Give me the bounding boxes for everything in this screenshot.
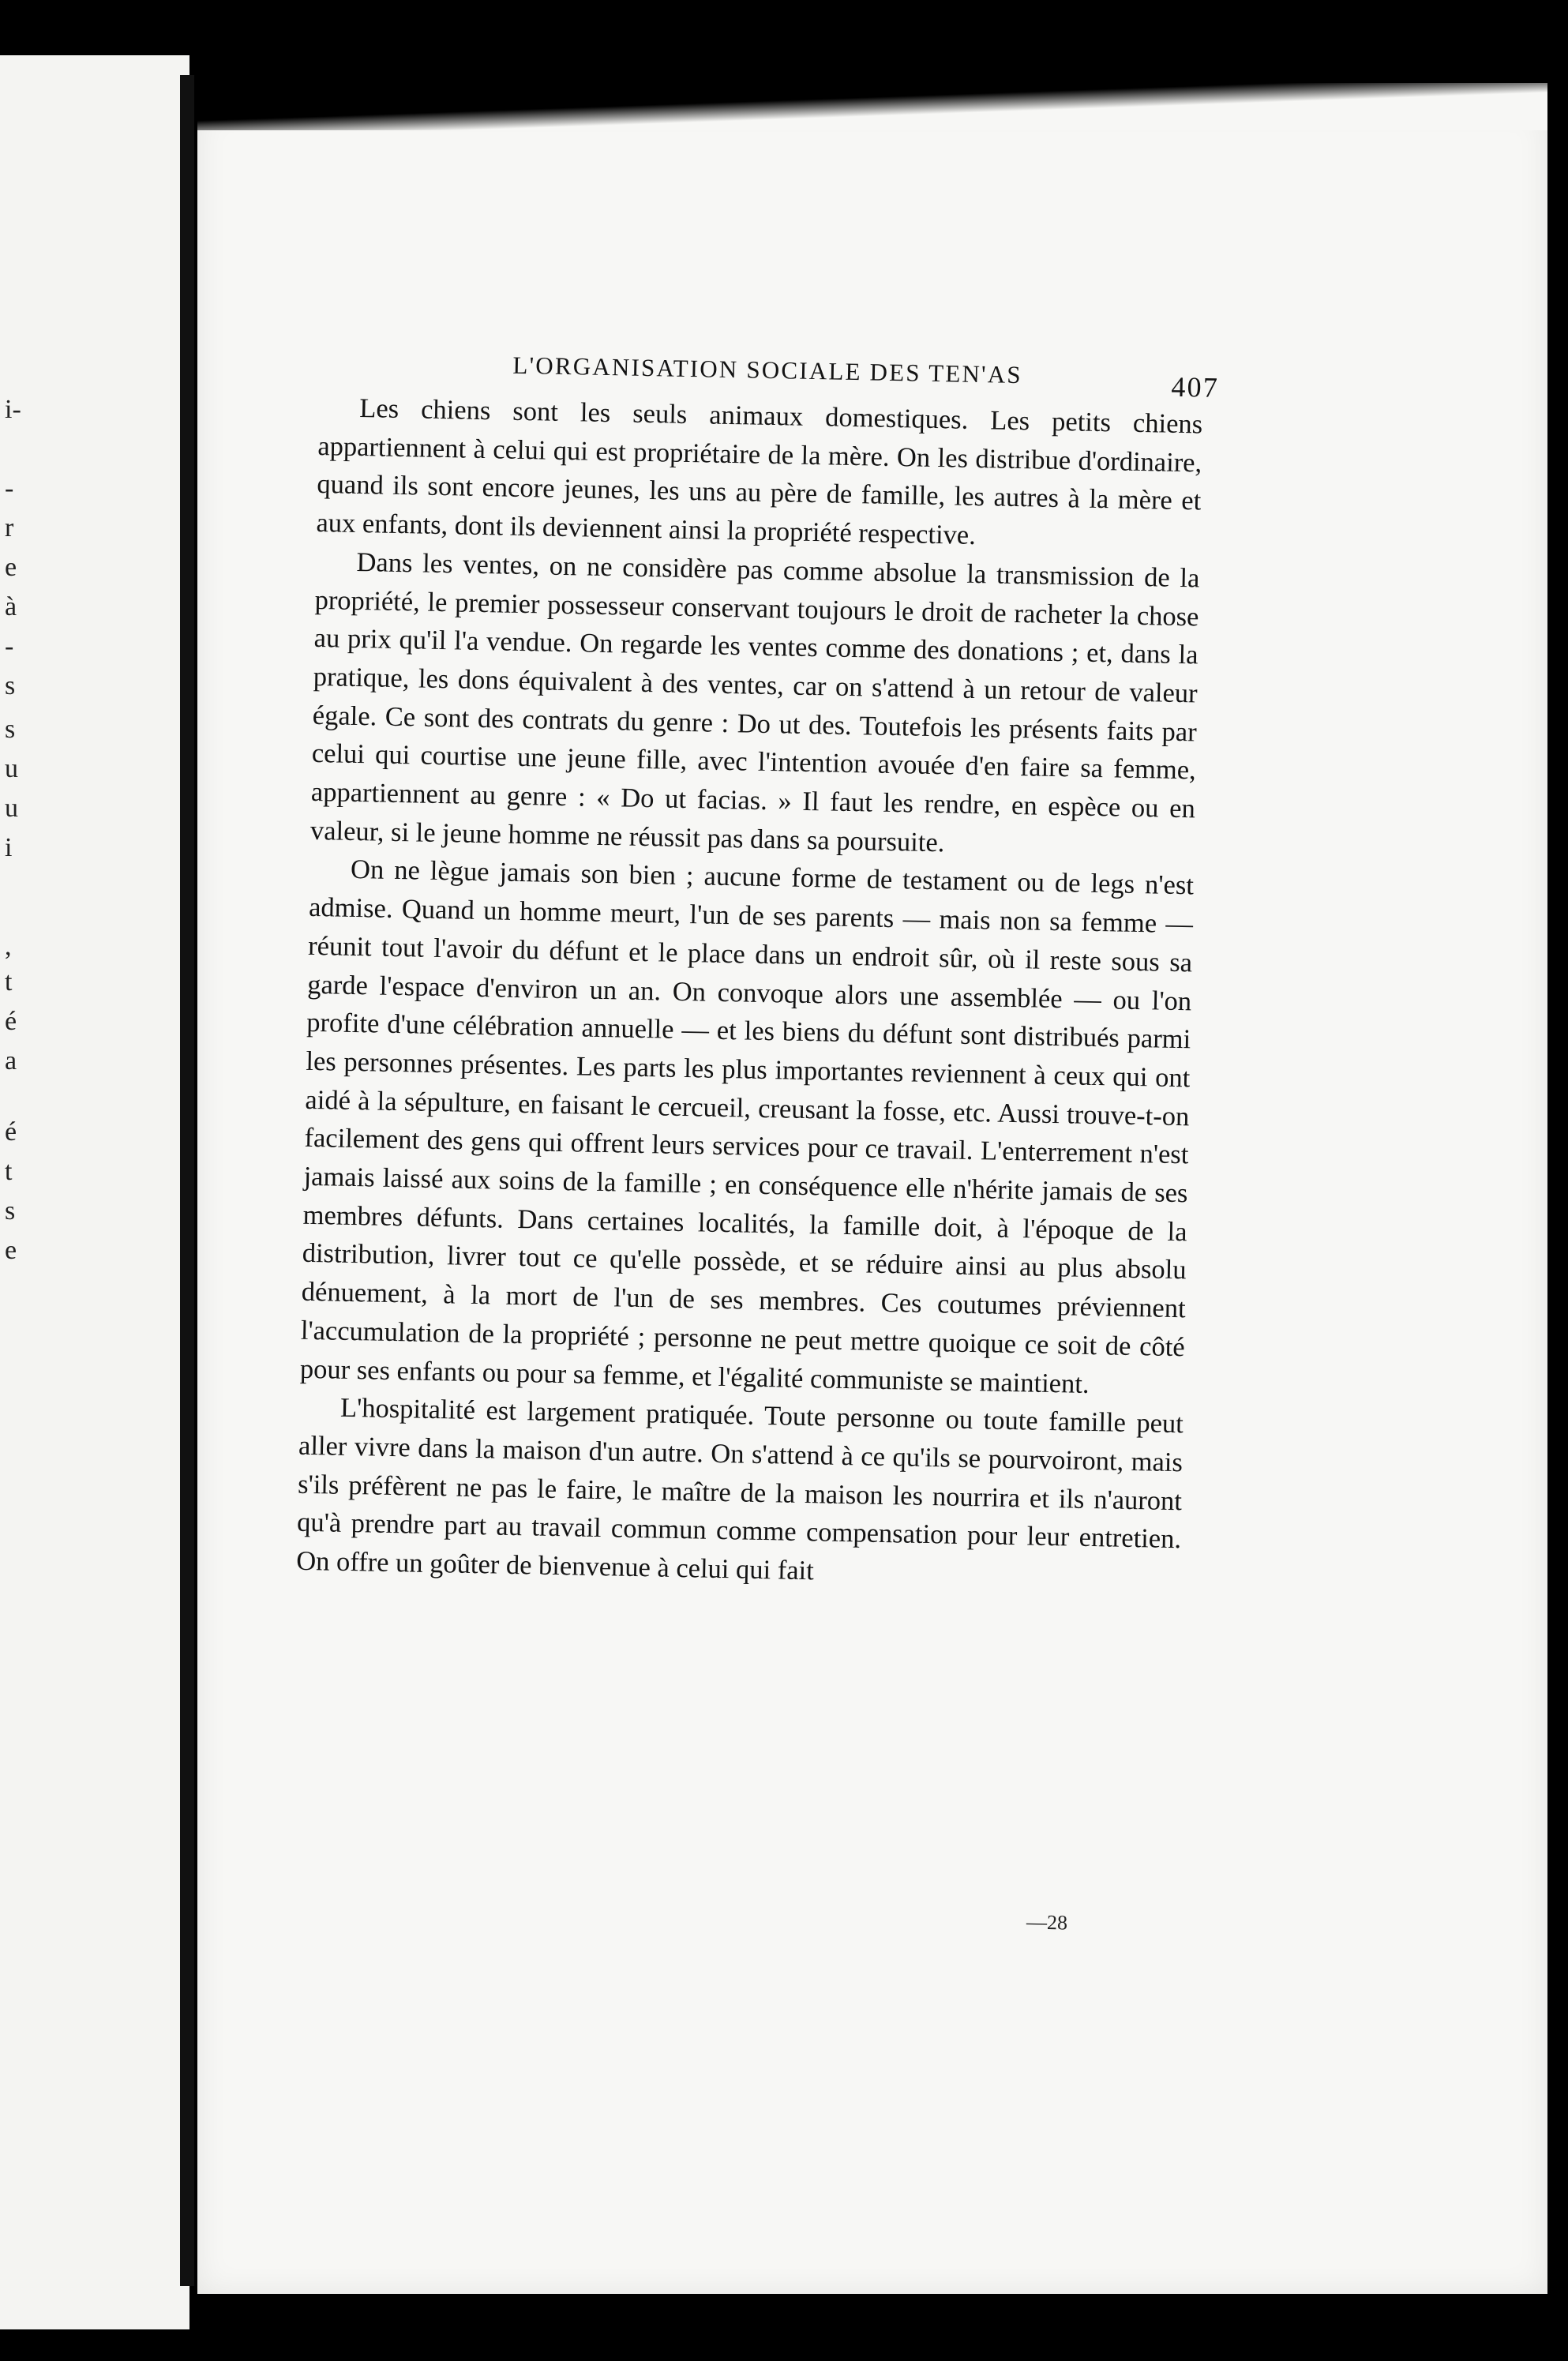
margin-fragment: s [5,1196,16,1226]
margin-fragment: s [5,671,16,700]
margin-fragment: u [5,754,18,783]
margin-fragment: t [5,1157,13,1186]
page-text [289,340,1220,1951]
margin-fragment: s [5,715,16,744]
margin-fragment: à [5,592,17,621]
signature-mark: —28 [1026,1910,1068,1935]
paragraph: Les chiens sont les seuls animaux domestiques. Les petits chiens appartiennent à celui qui est propriétaire de la mère. On les distribue d'ordinaire, quand ils sont encore jeunes, les uns au père de famille, les autres à la mère et aux enfants, dont ils deviennent ainsi la propriété respective. [316,392,1203,551]
margin-fragment: - [5,632,14,661]
book-gutter [180,75,194,2286]
paragraph: On ne lègue jamais son bien ; aucune forme de testament ou de legs n'est admise. Quand un homme meurt, l'un de ses parents — mais non sa femme — réunit tout l'avoir du défunt et le place dans un endroit sûr, où il reste sous sa garde l'espace d'environ un an. On convoque alors une assemblée — ou l'on profite d'une célébration annuelle — et les biens du défunt sont distribués parmi les personnes présentes. Les parts les plus importantes reviennent à ceux qui ont aidé à la sépulture, en faisant le cercueil, creusant la fosse, etc. Aussi trouve-t-on facilement des gens qui offrent leurs services pour ce travail. L'enterrement n'est jamais laissé aux soins de la famille ; en conséquence elle n'hérite jamais de ses membres défunts. Dans certaines localités, la famille doit, à l'époque de la distribution, livrer tout ce qu'elle possède, et se réduire ainsi au plus absolu dénuement, à la mort de l'un de ses membres. Ces coutumes préviennent l'accumulation de la propriété ; personne ne peut mettre quoique ce soit de côté pour ses enfants ou pour sa femme, et l'égalité communiste se maintient. [299,854,1195,1399]
running-title: L'ORGANISATION SOCIALE DES TEN'AS [512,351,1023,389]
adjacent-page-strip [0,55,189,2329]
margin-fragment: t [5,967,13,997]
margin-fragment: i- [5,395,21,424]
paragraph: L'hospitalité est largement pratiquée. Toute personne ou toute famille peut aller vivre dans la maison d'un autre. On s'attend à ce qu'ils se pourvoiront, mais s'ils préfèrent ne pas le faire, le maître de la maison les nourrira et ils n'auront qu'à prendre part au travail commun comme compensation pour leur entretien. On offre un goûter de bienvenue à celui qui fait [295,1393,1184,1586]
margin-fragment: é [5,1117,17,1147]
margin-fragment: é [5,1007,17,1036]
margin-fragment: , [5,932,12,961]
margin-fragment: e [5,1236,17,1265]
margin-fragment: i [5,833,13,862]
margin-fragment: - [5,474,14,503]
margin-fragment: r [5,513,14,542]
paragraph: Dans les ventes, on ne considère pas comme absolue la transmission de la propriété, le premier possesseur conservant toujours le droit de racheter la chose au prix qu'il l'a vendue. On regarde les ventes comme des donations ; et, dans la pratique, les dons équivalent à des ventes, car on s'attend à un retour de valeur égale. Ce sont des contrats du genre : Do ut des. Toutefois les présents faits par celui qui courtise une jeune fille, avec l'intention avouée d'en faire sa femme, appartiennent au genre : « Do ut facias. » Il faut les rendre, en espèce ou en valeur, si le jeune homme ne réussit pas dans sa poursuite. [309,546,1200,858]
margin-fragment: u [5,794,18,823]
page-number: 407 [1171,370,1220,404]
margin-fragment: a [5,1046,17,1075]
page-top-edge [197,83,1547,130]
margin-fragment: e [5,553,17,582]
